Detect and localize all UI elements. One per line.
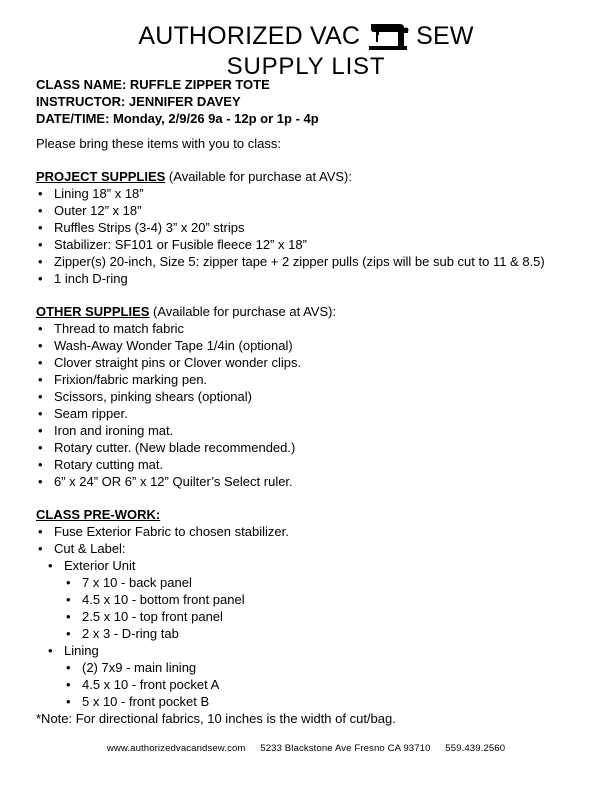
list-item: • 2.5 x 10 - top front panel	[64, 608, 584, 625]
list-item: • Rotary cutter. (New blade recommended.)	[36, 439, 584, 456]
other-supplies-note: (Available for purchase at AVS):	[149, 304, 337, 319]
project-supplies-title: PROJECT SUPPLIES	[36, 169, 166, 184]
list-item: • Iron and ironing mat.	[36, 422, 584, 439]
list-item: • 1 inch D-ring	[36, 270, 584, 287]
list-item: • 4.5 x 10 - bottom front panel	[64, 591, 584, 608]
page-header	[0, 20, 612, 81]
other-supplies-heading	[36, 303, 584, 320]
phone-number: 559.439.2560	[445, 743, 506, 754]
brand-name-left: AUTHORIZED VAC	[138, 22, 361, 50]
directional-fabric-note: *Note: For directional fabrics, 10 inches is the width of cut/bag.	[36, 711, 396, 726]
list-item: • Wash-Away Wonder Tape 1/4in (optional)	[36, 337, 584, 354]
page-title: SUPPLY LIST	[226, 53, 386, 80]
project-supplies-heading	[36, 168, 584, 185]
exterior-unit-label: • Exterior Unit	[46, 557, 584, 574]
prework-heading	[36, 506, 584, 523]
list-item: • 4.5 x 10 - front pocket A	[64, 676, 584, 693]
list-item: • Ruffles Strips (3-4) 3” x 20” strips	[36, 219, 584, 236]
project-supplies-note: (Available for purchase at AVS):	[165, 169, 352, 184]
list-item: • Outer 12” x 18”	[36, 202, 584, 219]
brand-name-right: SEW	[416, 22, 474, 50]
exterior-unit-list	[36, 574, 584, 642]
list-item: • 5 x 10 - front pocket B	[64, 693, 584, 710]
list-item: • Lining 18” x 18”	[36, 185, 584, 202]
cut-groups-list	[36, 557, 584, 574]
list-item: • Fuse Exterior Fabric to chosen stabilizer.	[36, 523, 584, 540]
other-supplies-section	[36, 303, 584, 490]
brand-logo	[0, 20, 612, 52]
list-item: • (2) 7x9 - main lining	[64, 659, 584, 676]
list-item: • 7 x 10 - back panel	[64, 574, 584, 591]
other-supplies-list	[36, 320, 584, 490]
supply-list-body	[36, 76, 584, 727]
prework-list	[36, 523, 584, 557]
date-time: DATE/TIME: Monday, 2/9/26 9a - 12p or 1p - 4p	[36, 111, 319, 126]
other-supplies-title: OTHER SUPPLIES	[36, 304, 150, 319]
website-link[interactable]: www.authorizedvacandsew.com	[106, 743, 246, 754]
list-item: • Scissors, pinking shears (optional)	[36, 388, 584, 405]
list-item: • Thread to match fabric	[36, 320, 584, 337]
list-item: • Zipper(s) 20-inch, Size 5: zipper tape + 2 zipper pulls (zips will be sub cut to 11 & 8.5)	[36, 253, 584, 270]
project-supplies-section	[36, 168, 584, 287]
list-item: • Rotary cutting mat.	[36, 456, 584, 473]
sewing-machine-icon	[367, 21, 409, 51]
instructor: INSTRUCTOR: JENNIFER DAVEY	[36, 94, 241, 109]
list-item: • Cut & Label:	[36, 540, 584, 557]
list-item: • Clover straight pins or Clover wonder clips.	[36, 354, 584, 371]
class-name: CLASS NAME: RUFFLE ZIPPER TOTE	[36, 77, 270, 92]
list-item: • Frixion/fabric marking pen.	[36, 371, 584, 388]
lining-list	[36, 659, 584, 710]
intro-text: Please bring these items with you to class:	[36, 136, 281, 151]
project-supplies-list	[36, 185, 584, 287]
lining-label: • Lining	[46, 642, 584, 659]
prework-title: CLASS PRE-WORK:	[36, 507, 161, 522]
list-item: • Seam ripper.	[36, 405, 584, 422]
page-footer	[0, 743, 612, 754]
store-address: 5233 Blackstone Ave Fresno CA 93710	[260, 743, 431, 754]
lining-group-list	[36, 642, 584, 659]
list-item: • 6” x 24” OR 6” x 12” Quilter’s Select ruler.	[36, 473, 584, 490]
list-item: • 2 x 3 - D-ring tab	[64, 625, 584, 642]
prework-section	[36, 506, 584, 727]
list-item: • Stabilizer: SF101 or Fusible fleece 12” x 18”	[36, 236, 584, 253]
